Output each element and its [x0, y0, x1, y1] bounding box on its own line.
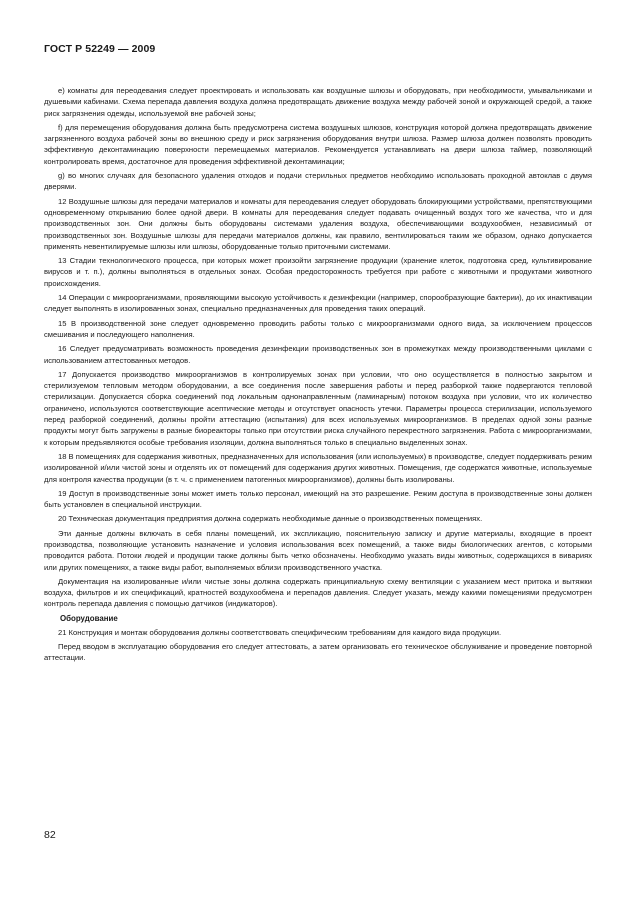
paragraph-16: 16 Следует предусматривать возможность проведения дезинфекции производственных зон в промежутках между производственными циклами с использованием аттестованных методов.: [44, 344, 592, 365]
paragraph-13: 13 Стадии технологического процесса, при которых может произойти загрязнение продукции (хранение клеток, подготовка сред, культивирование вирусов и т. п.), должны выполняться в отдельных зонах. Особая предосторожность требуется при работе с животными и продуктами животного происхождения.: [44, 256, 592, 288]
document-body: [44, 85, 592, 667]
paragraph-12: 12 Воздушные шлюзы для передачи материалов и комнаты для переодевания следует оборудовать блокирующими устройствами, препятствующими одновременному открыванию более одной двери. В комнаты для переодевания следует подавать очищенный воздух того же качества, что и для производственных зон. Они должны быть оборудованы системами удаления воздуха, обеспечивающими воздухообмен, независимый от производственных зон. Воздушные шлюзы для передачи материалов должны, как правило, вентилироваться таким же образом, однако допускается применять невентилируемые шлюзы или шлюзы, оборудованные только приточными системами.: [44, 196, 592, 251]
paragraph-17: 17 Допускается производство микроорганизмов в контролируемых зонах при условии, что оно осуществляется в полностью закрытом и стерилизуемом тепловым методом оборудовании, а все соединения после завершения работы и перед разборкой также подвергаются тепловой стерилизации. Допускается сборка соединений под локальным однонаправленным (ламинарным) потоком воздуха при условии, что их количество ограничено, используются соответствующие асептические методы и отсутствует опасность утечки. Параметры процесса стерилизации, используемого перед разборкой соединений, должны пройти аттестацию (испытания) для всех используемых микроорганизмов. В пределах одной зоны разные продукты могут быть загружены в разные биореакторы только при отсутствии риска случайного перекрестного загрязнения. Работа с микроорганизмами, к которым предъявляются особые требования изоляции, должна выполняться только в специально выделенных зонах.: [44, 369, 592, 447]
paragraph-14: 14 Операции с микроорганизмами, проявляющими высокую устойчивость к дезинфекции (например, спорообразующие бактерии), до их инактивации следует выполнять в изолированных зонах, специально предназначенных для проведения таких операций.: [44, 293, 592, 314]
paragraph-21-attestation: Перед вводом в эксплуатацию оборудования его следует аттестовать, а затем организовать его техническое обслуживание и проведение повторной аттестации.: [44, 642, 592, 663]
paragraph-e: e) комнаты для переодевания следует проектировать и использовать как воздушные шлюзы и оборудовать, при необходимости, умывальниками и душевыми кабинами. Схема перепада давления воздуха должна предотвращать движение воздуха между рабочей зоной и окружающей средой, а также риск загрязнения одежды, используемой вне рабочей зоны;: [44, 86, 592, 118]
paragraph-f: f) для перемещения оборудования должна быть предусмотрена система воздушных шлюзов, конструкция которой должна предотвращать движение загрязненного воздуха рабочей зоны во внешнюю среду и риск загрязнения оборудования внутри шлюза. Размер шлюза должен позволять проводить эффективную деконтаминацию поверхности перемещаемых материалов. Рекомендуется устанавливать на двери шлюза таймер, позволяющий контролировать время, достаточное для проведения эффективной деконтаминации;: [44, 122, 592, 166]
paragraph-g: g) во многих случаях для безопасного удаления отходов и подачи стерильных предметов необходимо использовать проходной автоклав с двумя дверями.: [44, 171, 592, 192]
paragraph-21: 21 Конструкция и монтаж оборудования должны соответствовать специфическим требованиям для каждого вида продукции.: [58, 627, 502, 637]
paragraph-20: 20 Техническая документация предприятия должна содержать необходимые данные о производственных помещениях.: [58, 514, 483, 524]
paragraph-19: 19 Доступ в производственные зоны может иметь только персонал, имеющий на это разрешение. Режим доступа в производственные зоны должен быть установлен в специальной инструкции.: [44, 488, 592, 510]
paragraph-20-details: Эти данные должны включать в себя планы помещений, их экспликацию, пояснительную записку и другие материалы, входящие в проект производства, позволяющие установить назначение и условия использования всех помещений, а также виды биологических агентов, с которыми проводится работа. Потоки людей и продукции также должны быть четко обозначены. Необходимо указать виды животных, содержащихся в вивариях или других помещениях, а также виды работ, выполняемых вблизи производственного участка.: [44, 528, 592, 572]
page-number: 82: [44, 829, 56, 841]
paragraph-18: 18 В помещениях для содержания животных, предназначенных для использования (или используемых) в производстве, следует поддерживать режим изолированной и/или чистой зоны и отделять их от помещений для содержания других животных. Помещения, где содержатся животные, используемые для контроля качества продукции (в т. ч. с применением патогенных микроорганизмов), должны быть изолированы.: [44, 451, 592, 484]
paragraph-15: 15 В производственной зоне следует одновременно проводить работы только с микроорганизмами одного вида, за исключением процессов смешивания и последующего наполнения.: [44, 318, 592, 339]
section-heading-equipment: Оборудование: [60, 613, 118, 623]
paragraph-20-documentation: Документация на изолированные и/или чистые зоны должна содержать принципиальную схему вентиляции с указанием мест притока и вытяжки воздуха, фильтров и их спецификаций, кратностей воздухообмена и перепадов давления. Следует указать, между какими помещениями предусмотрен контроль перепада давления с помощью датчиков (индикаторов).: [44, 576, 592, 609]
standard-header: ГОСТ Р 52249 — 2009: [44, 43, 156, 55]
